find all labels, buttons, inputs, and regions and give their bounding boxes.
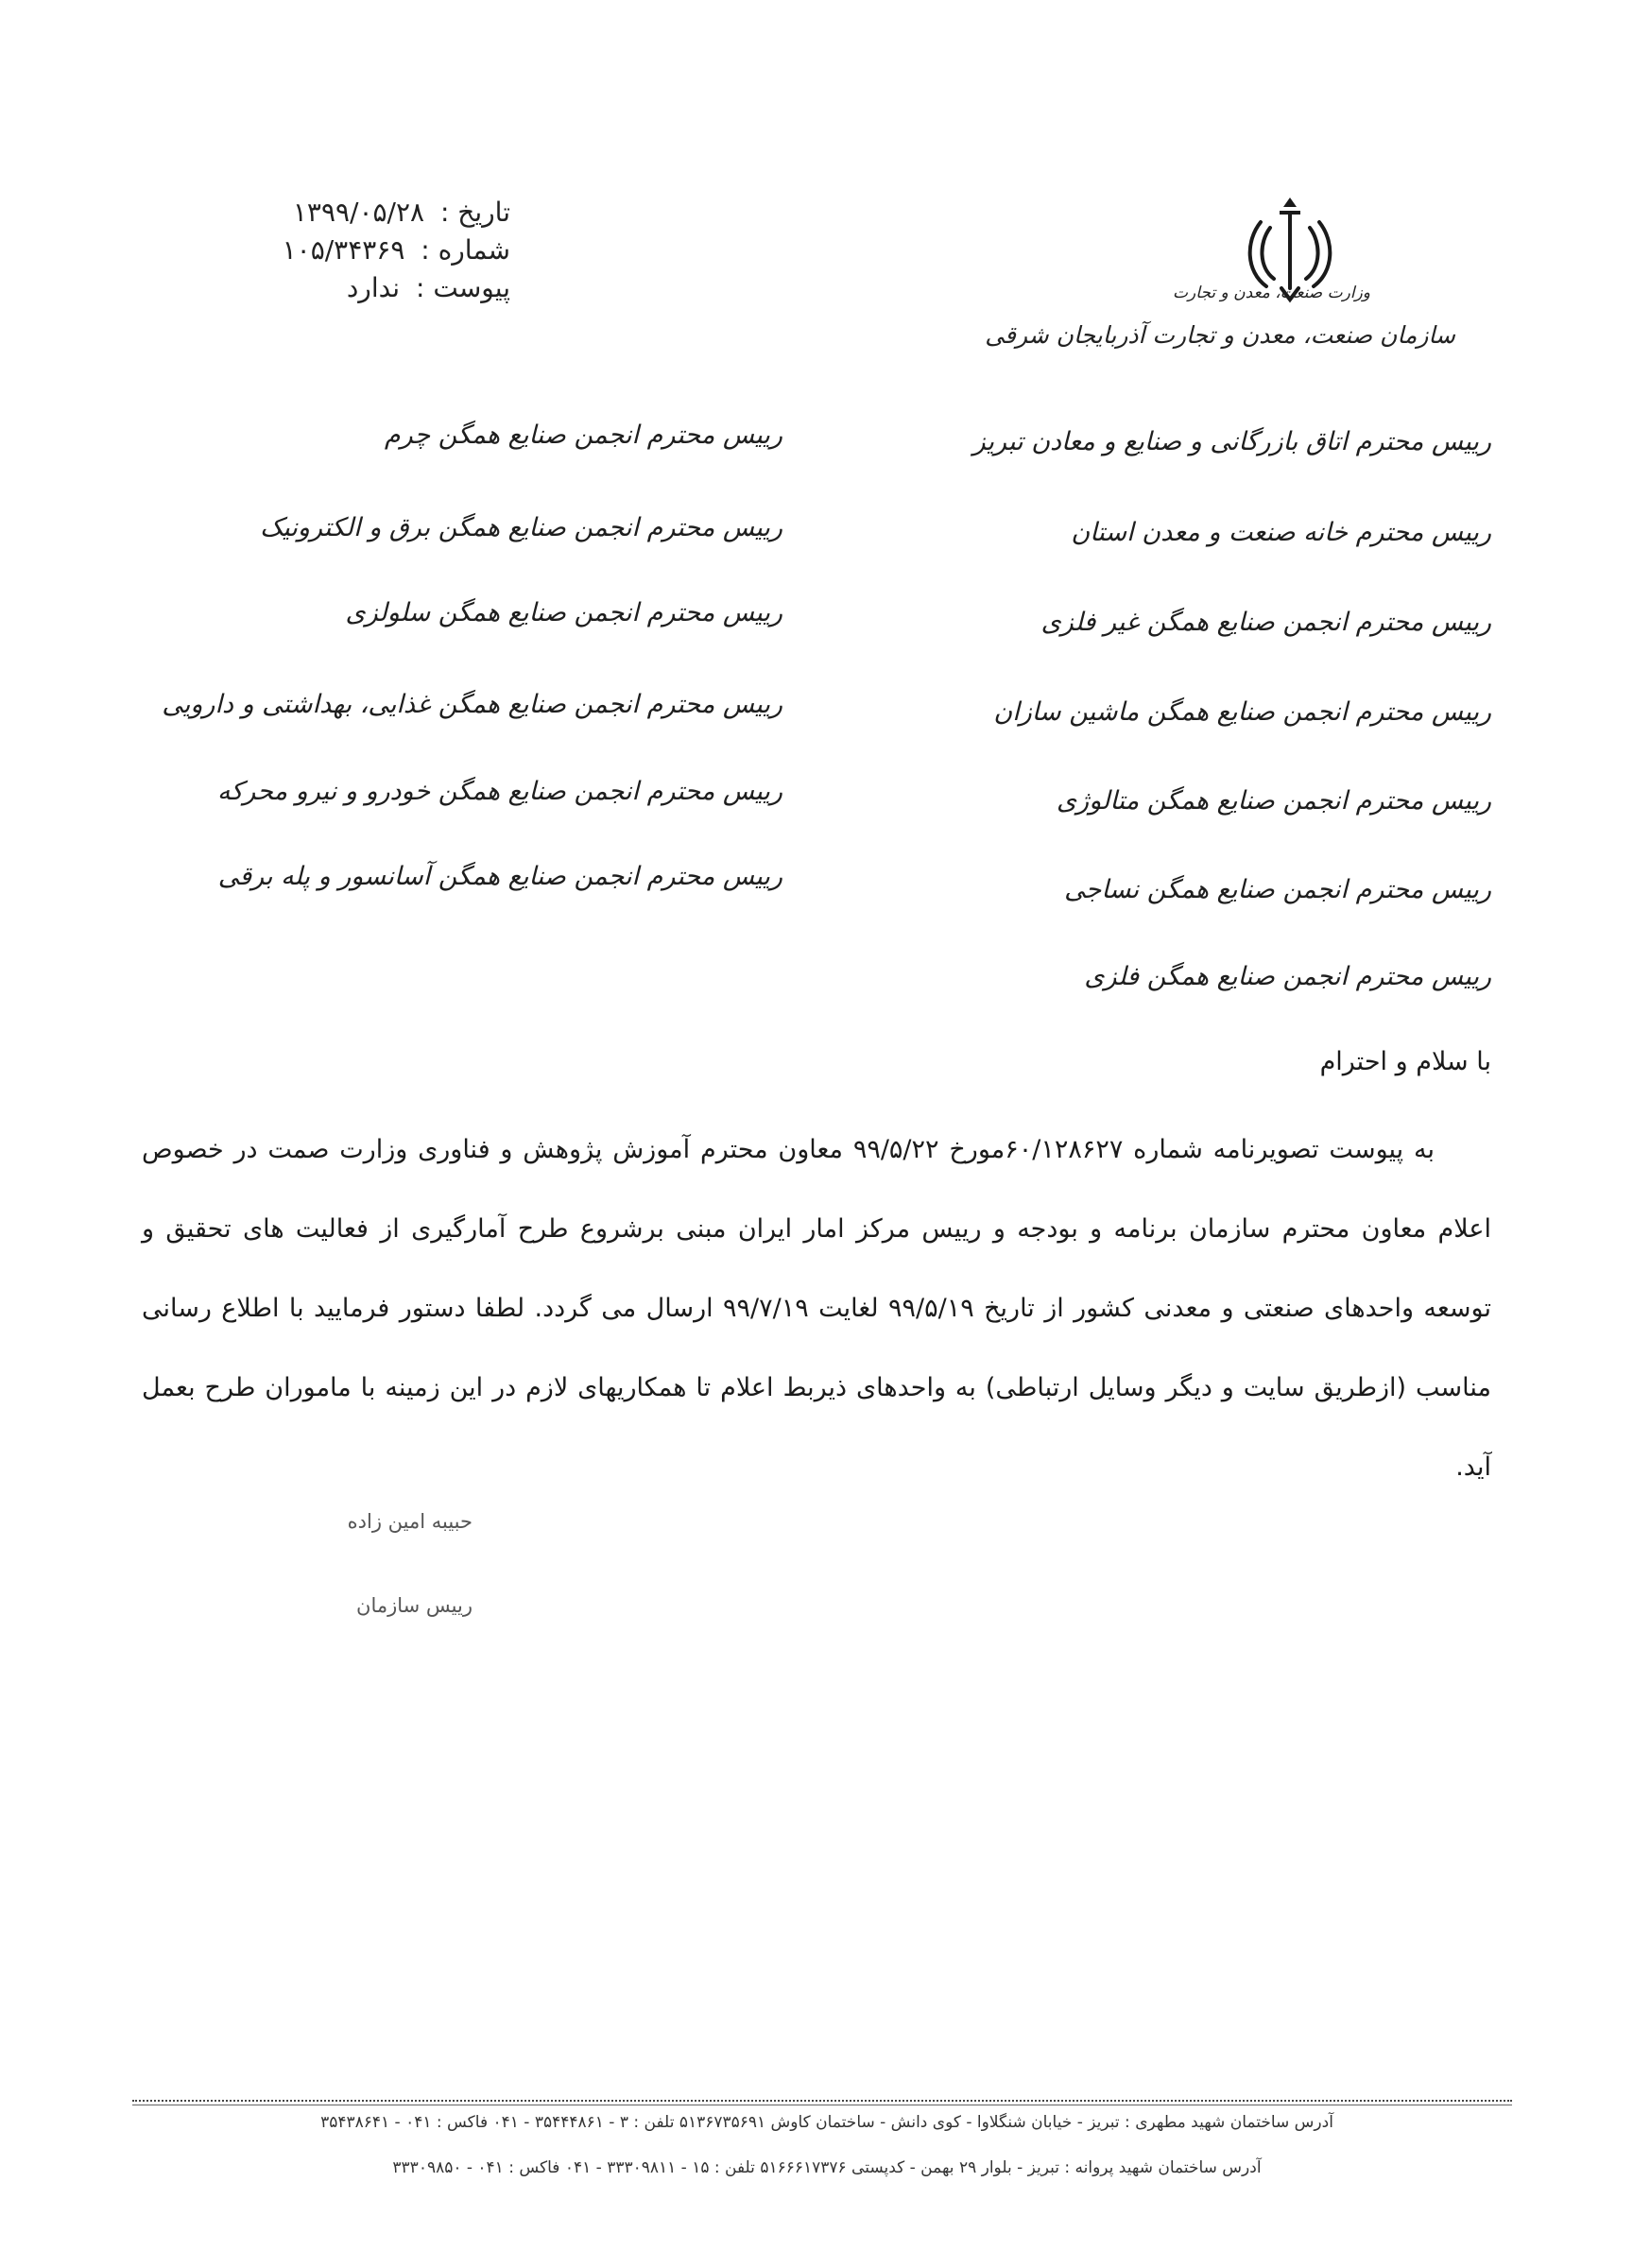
- recipient-left-5: رییس محترم انجمن صنایع همگن خودرو و نیرو محرکه: [216, 777, 782, 806]
- recipient-left-4: رییس محترم انجمن صنایع همگن غذایی، بهداشتی و دارویی: [162, 690, 782, 719]
- letter-meta: [217, 194, 510, 307]
- recipient-right-2: رییس محترم خانه صنعت و معدن استان: [1071, 518, 1491, 547]
- recipient-right-4: رییس محترم انجمن صنایع همگن ماشین سازان: [993, 697, 1491, 727]
- recipient-right-6: رییس محترم انجمن صنایع همگن نساجی: [1064, 875, 1491, 904]
- footer-divider: [132, 2100, 1512, 2102]
- number-row: [217, 232, 510, 269]
- salutation: با سلام و احترام: [1319, 1047, 1491, 1076]
- signer-name: حبیبه امین زاده: [347, 1510, 473, 1533]
- attachment-label: پیوست :: [416, 272, 510, 303]
- date-value: ۱۳۹۹/۰۵/۲۸: [292, 197, 425, 228]
- letter-body: [142, 1110, 1491, 1507]
- organization-name: سازمان صنعت، معدن و تجارت آذربایجان شرقی: [985, 321, 1455, 349]
- number-value: ۱۰۵/۳۴۳۶۹: [282, 234, 405, 266]
- number-label: شماره :: [421, 234, 510, 266]
- recipient-right-7: رییس محترم انجمن صنایع همگن فلزی: [1084, 962, 1491, 991]
- recipient-right-5: رییس محترم انجمن صنایع همگن متالوژی: [1057, 786, 1491, 816]
- letter-paragraph: به پیوست تصویرنامه شماره ۶۰/۱۲۸۶۲۷مورخ ۹۹/۵/۲۲ معاون محترم آموزش پژوهش و فناوری وزارت صمت در خصوص اعلام معاون محترم سازمان برنامه و بودجه و رییس مرکز امار ایران مبنی برشروع طرح آمارگیری از فعالیت های تحقیق و توسعه واحدهای صنعتی و معدنی کشور از تاریخ ۹۹/۵/۱۹ لغایت ۹۹/۷/۱۹ ارسال می گردد. لطفا دستور فرمایید با اطلاع رسانی مناسب (ازطریق سایت و دیگر وسایل ارتباطی) به واحدهای ذیربط اعلام تا همکاریهای لازم در این زمینه با ماموران طرح بعمل آید.: [142, 1135, 1491, 1482]
- recipient-left-2: رییس محترم انجمن صنایع همگن برق و الکترونیک: [260, 513, 782, 542]
- recipient-left-3: رییس محترم انجمن صنایع همگن سلولزی: [345, 598, 782, 627]
- ministry-name: وزارت صنعت، معدن و تجارت: [1173, 284, 1370, 302]
- recipient-left-6: رییس محترم انجمن صنایع همگن آسانسور و پله برقی: [217, 862, 782, 891]
- footer-address-2: آدرس ساختمان شهید پروانه : تبریز - بلوار ۲۹ بهمن - کدپستی ۵۱۶۶۶۱۷۳۷۶ تلفن : ۱۵ - ۳۳۳۰۹۸۱۱ - ۰۴۱ فاکس : ۰۴۱ - ۳۳۳۰۹۸۵۰: [392, 2158, 1262, 2177]
- recipient-right-1: رییس محترم اتاق بازرگانی و صنایع و معادن تبریز: [972, 427, 1491, 456]
- recipient-right-3: رییس محترم انجمن صنایع همگن غیر فلزی: [1040, 608, 1491, 637]
- date-label: تاریخ :: [439, 197, 510, 228]
- attachment-value: ندارد: [346, 272, 401, 303]
- recipient-left-1: رییس محترم انجمن صنایع همگن چرم: [384, 421, 782, 450]
- attachment-row: [217, 269, 510, 307]
- footer-address-1: آدرس ساختمان شهید مطهری : تبریز - خیابان شنگلاوا - کوی دانش - ساختمان کاوش ۵۱۳۶۷۳۵۶۹۱ تلفن : ۳ - ۳۵۴۴۴۸۶۱ - ۰۴۱ فاکس : ۰۴۱ - ۳۵۴۳۸۶۴۱: [320, 2113, 1333, 2132]
- date-row: [217, 194, 510, 232]
- signer-title: رییس سازمان: [356, 1594, 473, 1617]
